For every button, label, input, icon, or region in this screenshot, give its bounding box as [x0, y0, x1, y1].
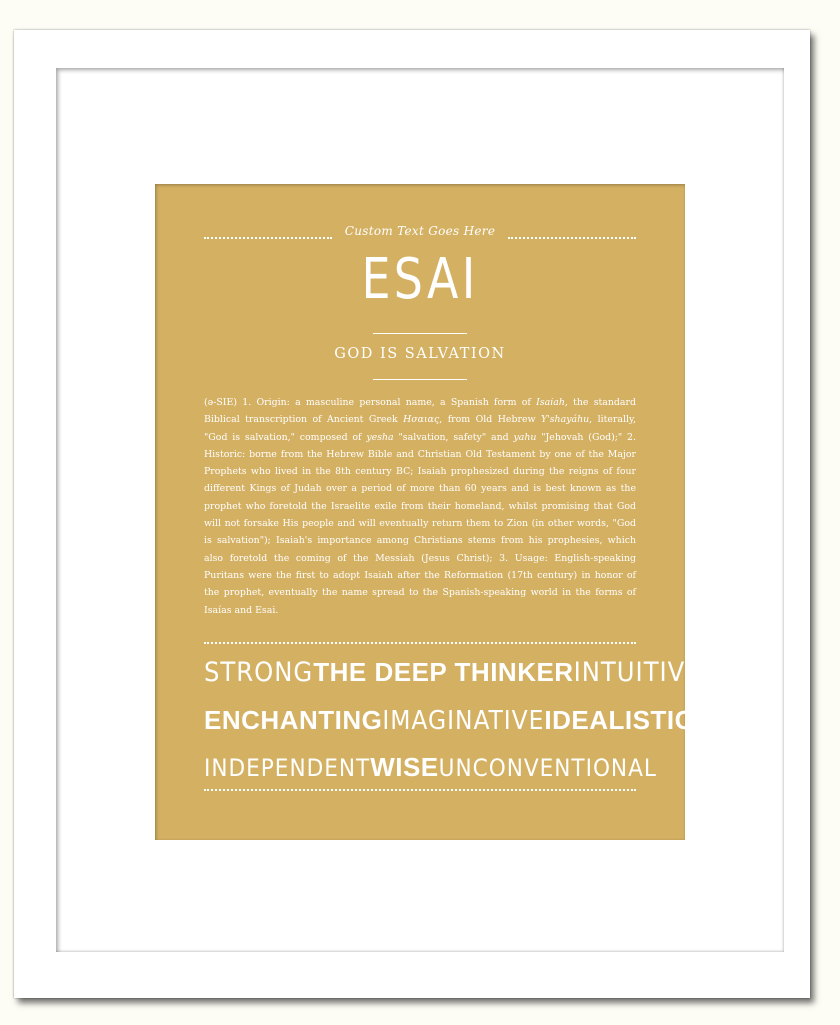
desc-part: "Jehovah (God);" 2. Historic: borne from the Hebrew Bible and Christian Old Testament by one of the Major Prophets who lived in the 8th century BC; Isaiah prophesized during the reigns of four different Kings of Judah over a period of more than 60 years and is best known as the prophet who foretold the Israelite exile from their homeland, whilst promising that God will not forsake His people and will eventually return them to Zion (in other words, "God is salvation"); Isaiah's importance among Christians stems from his prophesies, which also foretold the coming of the Messiah (Jesus Christ); 3. Usage: English-speaking Puritans were the first to adopt Isaiah after the Reformation (17th century) in honor of the prophet, eventually the name spread to the Spanish-speaking world in the forms of Isaías and Esai. [204, 431, 636, 616]
trait-word: INDEPENDENT [204, 754, 371, 782]
desc-part-italic: Isaiah [536, 397, 565, 408]
name-meaning: GOD IS SALVATION [334, 346, 506, 362]
trait-line-2 [204, 705, 694, 736]
trait-line-1 [204, 657, 702, 688]
name-title: ESAI [361, 247, 479, 312]
trait-word: INTUITIVE [573, 657, 702, 688]
desc-part-italic: Ησαιας [403, 414, 440, 426]
trait-word: UNCONVENTIONAL [438, 754, 657, 782]
rule-above-meaning [373, 333, 467, 334]
desc-part: , from Old Hebrew [439, 414, 541, 426]
custom-text: Custom Text Goes Here [344, 224, 496, 238]
traits-bottom-dotted-divider [204, 789, 636, 791]
desc-part-italic: yahu [513, 431, 537, 443]
trait-line-3 [204, 752, 657, 783]
name-description [204, 394, 636, 619]
trait-word: ENCHANTING [204, 705, 383, 735]
traits-top-dotted-divider [204, 642, 636, 644]
desc-part-italic: Y'shayáhu [540, 414, 590, 426]
desc-part-italic: yesha [366, 431, 394, 443]
trait-word: STRONG [204, 657, 314, 688]
desc-part: "salvation, safety" and [393, 431, 514, 443]
desc-part: , literally, "God is salvation," composed of [204, 414, 636, 443]
desc-part: (ə-SIE) 1. Origin: a masculine personal name, a Spanish form of [204, 397, 537, 408]
trait-word: IDEALISTIC [544, 705, 694, 735]
rule-below-meaning [373, 379, 467, 380]
trait-word: THE DEEP THINKER [313, 657, 574, 687]
trait-word: IMAGINATIVE [382, 706, 545, 736]
desc-part: , the standard Biblical transcription of Ancient Greek [204, 397, 636, 426]
name-print [155, 184, 702, 840]
trait-word: WISE [370, 752, 439, 782]
